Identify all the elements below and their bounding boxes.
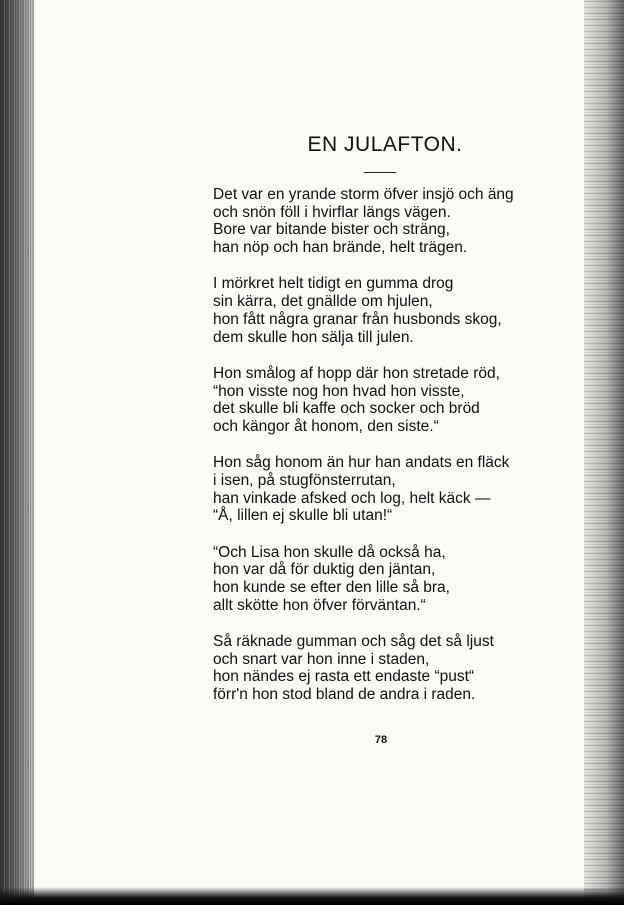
poem-line: han nöp och han brände, helt trägen. bbox=[213, 239, 468, 257]
poem-line: hon kunde se efter den lille så bra, bbox=[213, 579, 450, 597]
poem-line: Hon såg honom än hur han andats en fläck bbox=[213, 454, 510, 472]
stanza bbox=[213, 275, 573, 346]
title-rule bbox=[364, 172, 396, 173]
poem-line: “Och Lisa hon skulle då också ha, bbox=[213, 543, 446, 561]
poem-line: han vinkade afsked och log, helt käck — bbox=[213, 489, 491, 507]
poem-title: EN JULAFTON. bbox=[307, 133, 463, 156]
poem-line: dem skulle hon sälja till julen. bbox=[213, 328, 414, 346]
poem-line: hon fått några granar från husbonds skog, bbox=[213, 310, 502, 328]
poem-line: allt skötte hon öfver förväntan.“ bbox=[213, 596, 426, 614]
stanza bbox=[213, 633, 573, 704]
stanza bbox=[213, 454, 573, 525]
poem-line: hon var då för duktig den jäntan, bbox=[213, 561, 436, 579]
poem-line: och snön föll i hvirflar längs vägen. bbox=[213, 203, 451, 221]
poem-line: hon nändes ej rasta ett endaste “pust“ bbox=[213, 668, 475, 686]
page-number: 78 bbox=[374, 734, 388, 746]
poem-line: det skulle bli kaffe och socker och bröd bbox=[213, 400, 480, 418]
poem-line: Bore var bitande bister och sträng, bbox=[213, 221, 450, 239]
poem-line: sin kärra, det gnällde om hjulen, bbox=[213, 293, 433, 311]
poem-line: Det var en yrande storm öfver insjö och äng bbox=[213, 186, 514, 203]
poem-line: i isen, på stugfönsterrutan, bbox=[213, 471, 396, 489]
poem-body bbox=[213, 186, 573, 722]
poem-line: Hon smålog af hopp där hon stretade röd, bbox=[213, 364, 500, 382]
stanza bbox=[213, 186, 573, 257]
poem-line: och snart var hon inne i staden, bbox=[213, 650, 430, 668]
poem-line: “hon visste nog hon hvad hon visste, bbox=[213, 382, 465, 400]
poem-line: förr'n hon stod bland de andra i raden. bbox=[213, 686, 476, 704]
scan-edge-bottom bbox=[0, 887, 624, 905]
poem-line: och kängor åt honom, den siste.“ bbox=[213, 417, 439, 435]
stanza bbox=[213, 544, 573, 615]
poem-line: “Å, lillen ej skulle bli utan!“ bbox=[213, 507, 393, 525]
poem-line: Så räknade gumman och såg det så ljust bbox=[213, 633, 494, 651]
stanza bbox=[213, 365, 573, 436]
poem-line: I mörkret helt tidigt en gumma drog bbox=[213, 275, 454, 293]
